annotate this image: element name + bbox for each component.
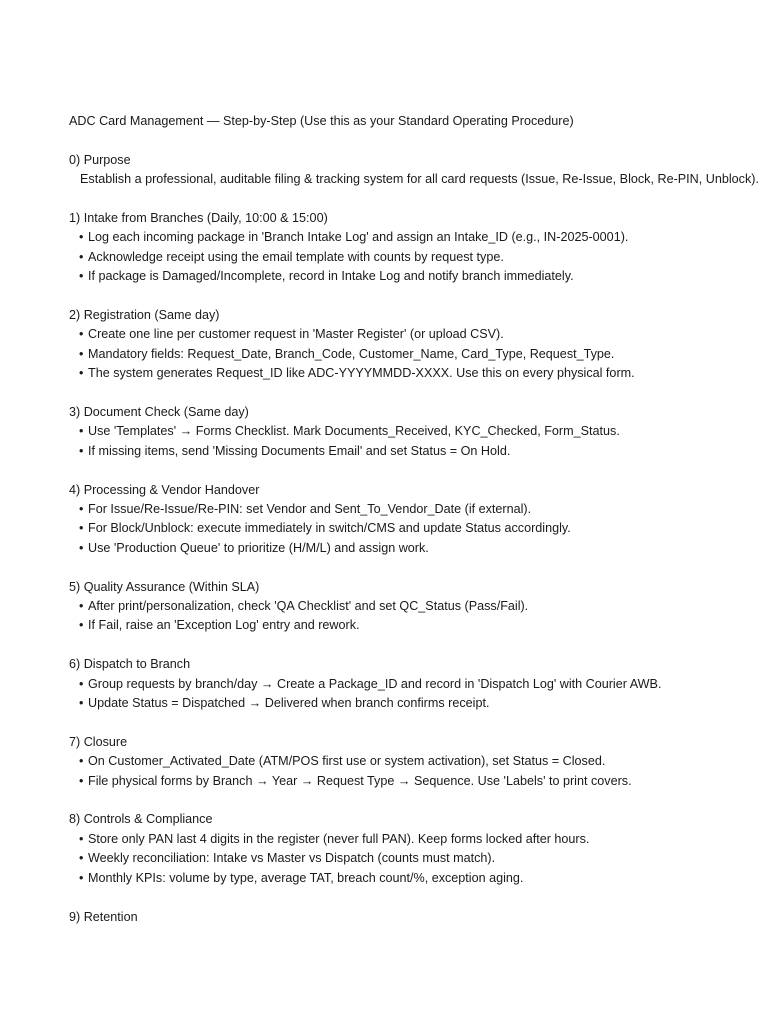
- list-item-text: If package is Damaged/Incomplete, record in Intake Log and notify branch immediately.: [88, 269, 574, 284]
- list-item-text: Store only PAN last 4 digits in the register (never full PAN). Keep forms locked after hours.: [88, 831, 590, 846]
- list-item-text: Create one line per customer request in 'Master Register' (or upload CSV).: [88, 327, 504, 342]
- list-item: [69, 675, 759, 694]
- list-item-text: Use 'Templates' → Forms Checklist. Mark Documents_Received, KYC_Checked, Form_Status.: [88, 424, 620, 439]
- bullet-icon: •: [79, 754, 84, 769]
- bullet-icon: •: [79, 346, 84, 361]
- section-processing: [69, 481, 759, 559]
- bullet-icon: •: [79, 618, 84, 633]
- bullet-list: [69, 752, 759, 791]
- list-item: [69, 752, 759, 771]
- section-purpose: [69, 151, 759, 190]
- section-heading: 1) Intake from Branches (Daily, 10:00 & 15:00): [69, 211, 328, 225]
- section-heading: 9) Retention: [69, 909, 138, 924]
- section-heading: 4) Processing & Vendor Handover: [69, 482, 260, 497]
- bullet-icon: •: [79, 424, 84, 439]
- bullet-icon: •: [79, 851, 84, 866]
- list-item: [69, 228, 759, 247]
- section-controls: [69, 810, 759, 888]
- list-item-text: If Fail, raise an 'Exception Log' entry and rework.: [88, 618, 360, 633]
- section-heading: 3) Document Check (Same day): [69, 405, 249, 420]
- bullet-icon: •: [79, 366, 84, 381]
- bullet-list: [69, 325, 759, 383]
- bullet-icon: •: [79, 521, 84, 536]
- bullet-icon: •: [79, 696, 84, 711]
- bullet-icon: •: [79, 230, 84, 245]
- list-item: [69, 830, 759, 849]
- bullet-icon: •: [79, 540, 84, 555]
- section-heading: 2) Registration (Same day): [69, 308, 220, 323]
- list-item: [69, 869, 759, 888]
- list-item-text: If missing items, send 'Missing Documents Email' and set Status = On Hold.: [88, 443, 511, 458]
- list-item-text: Acknowledge receipt using the email template with counts by request type.: [88, 249, 504, 264]
- list-item-text: Mandatory fields: Request_Date, Branch_Code, Customer_Name, Card_Type, Request_Type.: [88, 346, 615, 361]
- bullet-icon: •: [79, 249, 84, 264]
- section-heading: 6) Dispatch to Branch: [69, 657, 191, 672]
- section-heading: 5) Quality Assurance (Within SLA): [69, 579, 260, 594]
- list-item: [69, 325, 759, 344]
- section-registration: [69, 306, 759, 384]
- bullet-icon: •: [79, 676, 84, 691]
- bullet-icon: •: [79, 773, 84, 788]
- list-item-text: Group requests by branch/day → Create a Package_ID and record in 'Dispatch Log' with Courier AWB.: [88, 676, 662, 691]
- list-item: [69, 422, 759, 441]
- bullet-icon: •: [79, 599, 84, 614]
- section-closure: [69, 733, 759, 791]
- bullet-list: [69, 597, 759, 636]
- bullet-list: [69, 500, 759, 558]
- bullet-list: [69, 675, 759, 714]
- list-item-text: The system generates Request_ID like ADC-YYYYMMDD-XXXX. Use this on every physical form.: [88, 366, 635, 381]
- bullet-icon: •: [79, 269, 84, 284]
- document-title: ADC Card Management — Step-by-Step (Use this as your Standard Operating Procedure): [69, 114, 574, 128]
- section-dispatch: [69, 655, 759, 713]
- bullet-list: [69, 830, 759, 888]
- bullet-icon: •: [79, 327, 84, 342]
- purpose-text: Establish a professional, auditable filing & tracking system for all card requests (Issue, Re-Issue, Block, Re-PIN, Unblock).: [80, 172, 759, 187]
- list-item: [69, 597, 759, 616]
- list-item: [69, 519, 759, 538]
- section-quality-assurance: [69, 578, 759, 636]
- list-item-text: Monthly KPIs: volume by type, average TAT, breach count/%, exception aging.: [88, 870, 524, 885]
- section-intake: [69, 209, 759, 287]
- list-item-text: For Block/Unblock: execute immediately in switch/CMS and update Status accordingly.: [88, 521, 571, 536]
- section-document-check: [69, 403, 759, 461]
- list-item: [69, 442, 759, 461]
- list-item: [69, 267, 759, 286]
- bullet-icon: •: [79, 870, 84, 885]
- bullet-icon: •: [79, 502, 84, 517]
- list-item-text: Update Status = Dispatched → Delivered when branch confirms receipt.: [88, 696, 490, 711]
- list-item-text: Weekly reconciliation: Intake vs Master vs Dispatch (counts must match).: [88, 851, 496, 866]
- list-item-text: File physical forms by Branch → Year → Request Type → Sequence. Use 'Labels' to print covers.: [88, 773, 632, 788]
- section-heading: 8) Controls & Compliance: [69, 812, 213, 827]
- bullet-icon: •: [79, 443, 84, 458]
- list-item: [69, 500, 759, 519]
- list-item: [69, 694, 759, 713]
- section-heading: 0) Purpose: [69, 152, 131, 167]
- list-item: [69, 849, 759, 868]
- section-heading: 7) Closure: [69, 734, 128, 749]
- list-item: [69, 345, 759, 364]
- list-item: [69, 616, 759, 635]
- list-item-text: Log each incoming package in 'Branch Intake Log' and assign an Intake_ID (e.g., IN-2025-0001).: [88, 230, 629, 245]
- list-item: [69, 248, 759, 267]
- list-item-text: After print/personalization, check 'QA Checklist' and set QC_Status (Pass/Fail).: [88, 599, 529, 614]
- bullet-list: [69, 422, 759, 461]
- bullet-list: [69, 228, 759, 286]
- document-body: [69, 112, 759, 946]
- list-item-text: For Issue/Re-Issue/Re-PIN: set Vendor and Sent_To_Vendor_Date (if external).: [88, 502, 532, 517]
- bullet-icon: •: [79, 831, 84, 846]
- list-item-text: Use 'Production Queue' to prioritize (H/M/L) and assign work.: [88, 540, 429, 555]
- list-item-text: On Customer_Activated_Date (ATM/POS first use or system activation), set Status = Closed.: [88, 754, 606, 769]
- list-item: [69, 539, 759, 558]
- list-item: [69, 772, 759, 791]
- list-item: [69, 364, 759, 383]
- section-retention: [69, 908, 759, 927]
